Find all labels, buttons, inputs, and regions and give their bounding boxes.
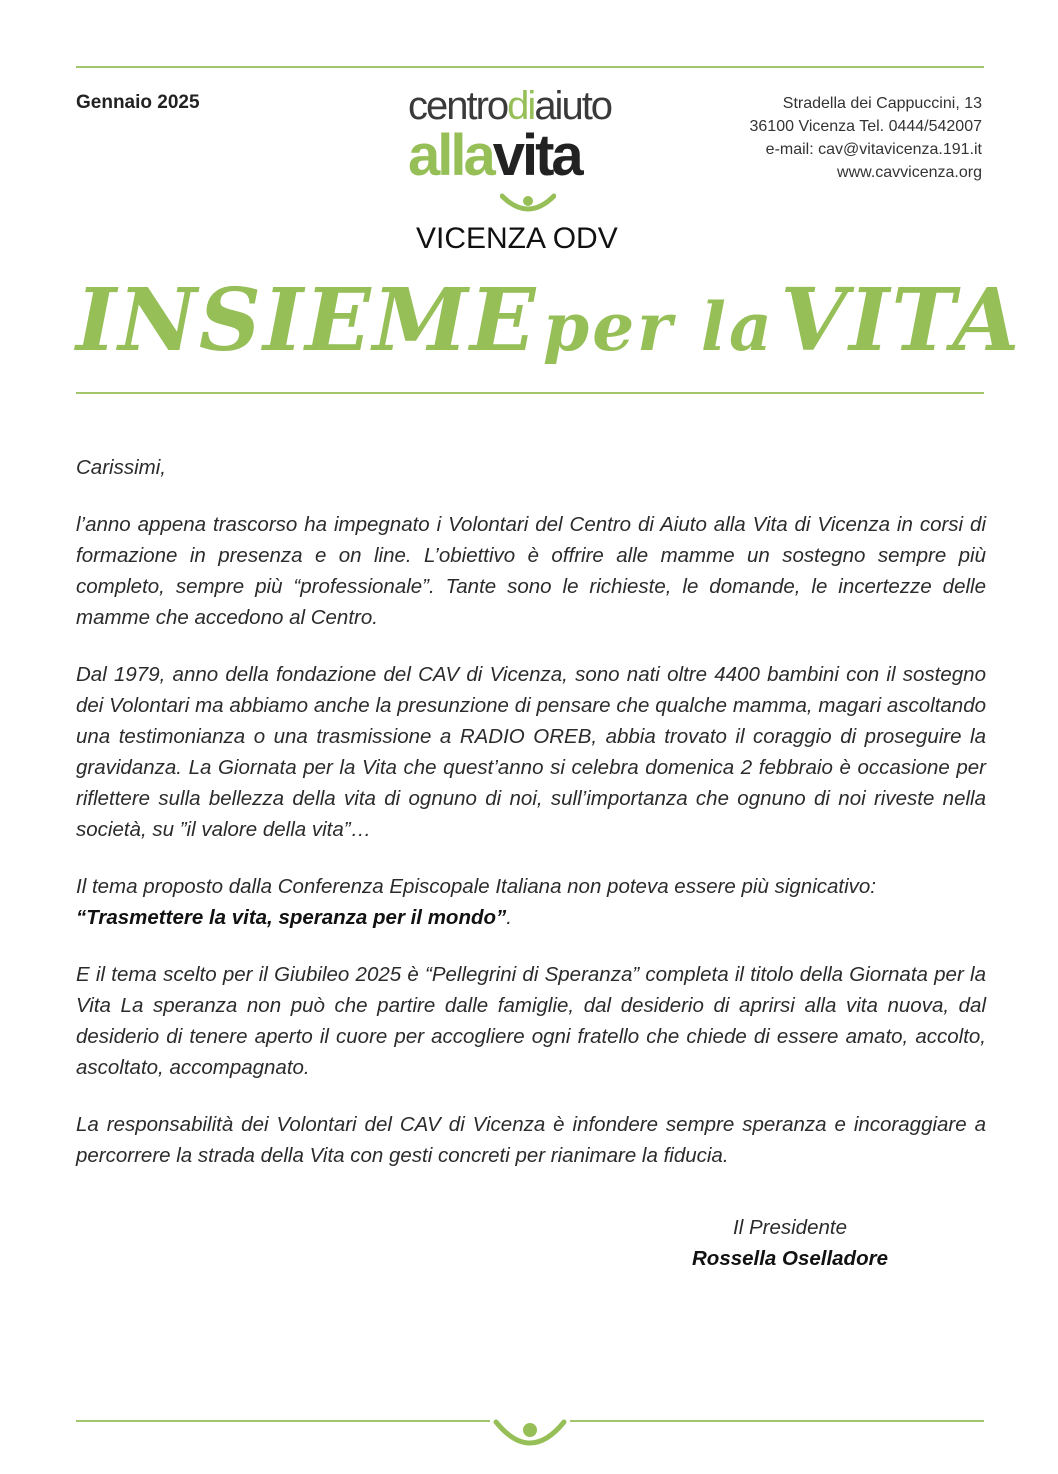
middle-divider <box>76 392 984 394</box>
theme-quote: “Trasmettere la vita, speranza per il mondo” <box>76 906 507 929</box>
address-website: www.cavvicenza.org <box>837 164 982 181</box>
headline-insieme-per-la-vita: INSIEME per la VITA <box>76 270 1022 371</box>
signature-role: Il Presidente <box>733 1216 847 1239</box>
person-arms-up-icon <box>490 1412 570 1456</box>
letter-paragraph-3: Il tema proposto dalla Conferenza Episcopale Italiana non poteva essere più signicativo: “Trasmettere la vita, speranza per il mondo”. <box>76 875 876 929</box>
contact-address <box>750 92 983 184</box>
letter-body <box>76 452 986 1197</box>
letter-greeting: Carissimi, <box>76 456 166 479</box>
cav-logo <box>400 82 660 262</box>
address-email: e-mail: cav@vitavicenza.191.it <box>765 141 982 158</box>
signature-name: Rossella Oselladore <box>692 1247 888 1270</box>
logo-line-centro-di-aiuto: centrodiaiuto <box>408 84 612 128</box>
signature-block <box>600 1212 980 1274</box>
logo-line-alla-vita: allavita <box>408 123 581 188</box>
letter-paragraph-5: La responsabilità dei Volontari del CAV di Vicenza è infondere sempre speranza e incoraggiare a percorrere la strada della Vita con gesti concreti per rianimare la fiducia. <box>76 1113 986 1167</box>
address-street: Stradella dei Cappuccini, 13 <box>782 95 982 112</box>
top-divider <box>76 66 984 68</box>
letter-paragraph-2: Dal 1979, anno della fondazione del CAV di Vicenza, sono nati oltre 4400 bambini con il sostegno dei Volontari ma abbiamo anche la presunzione di pensare che qualche mamma, magari ascoltando una testimonianza o una trasmissione a RADIO OREB, abbia trovato il coraggio di proseguire la gravidanza. La Giornata per la Vita che quest’anno si celebra domenica 2 febbraio è occasione per riflettere sulla bellezza della vita di ognuno di noi, sull’importanza che ognuno di noi riveste nella società, su ”il valore della vita”… <box>76 663 986 841</box>
letter-date: Gennaio 2025 <box>76 92 200 113</box>
logo-vicenza-odv: VICENZA ODV <box>416 222 618 255</box>
address-city-phone: 36100 Vicenza Tel. 0444/542007 <box>749 118 982 135</box>
logo-person-icon <box>500 192 556 220</box>
letter-paragraph-1: l’anno appena trascorso ha impegnato i Volontari del Centro di Aiuto alla Vita di Vicenza in corsi di formazione in presenza e on line. L’obiettivo è offrire alle mamme un sostegno sempre più completo, sempre più “professionale”. Tante sono le richieste, le domande, le incertezze delle mamme che accedono al Centro. <box>76 513 986 629</box>
letter-paragraph-4: E il tema scelto per il Giubileo 2025 è “Pellegrini di Speranza” completa il titolo della Giornata per la Vita La speranza non può che partire dalle famiglie, dal desiderio di aprirsi alla vita nuova, dal desiderio di tenere aperto il cuore per accogliere ogni fratello che chiede di essere amato, accolto, ascoltato, accompagnato. <box>76 963 986 1079</box>
